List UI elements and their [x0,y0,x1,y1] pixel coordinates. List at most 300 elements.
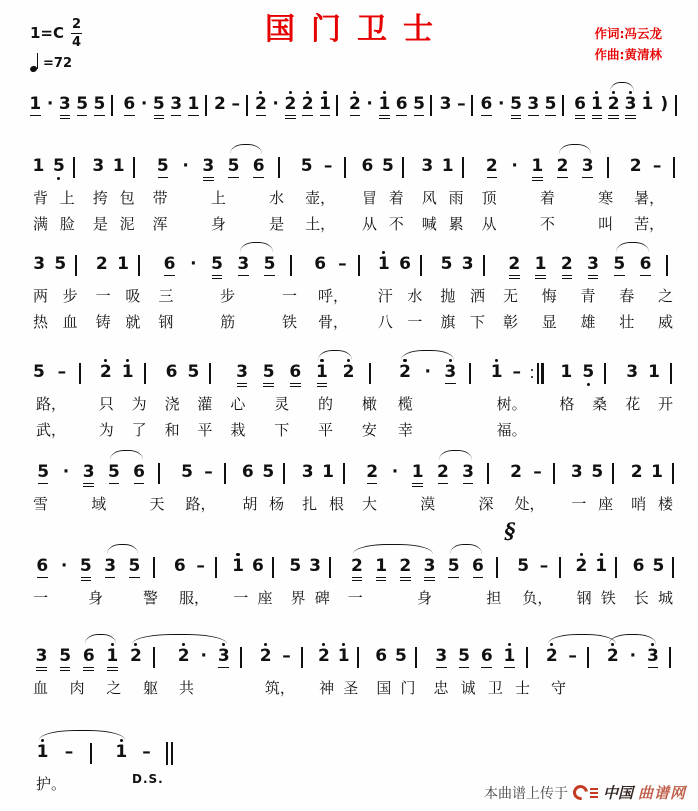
eighth-underline [263,383,274,385]
underline-slot [238,273,249,282]
underline-slot [215,113,226,122]
note-token: 3 [435,640,447,674]
lyric-syllable: 之 [106,678,122,697]
underline-slot [498,113,504,122]
lyric-syllable: 座 [257,588,273,607]
lyric-syllable: 冒 [361,188,377,207]
underline-slot [537,575,551,584]
measure-notes [616,356,682,390]
underline-slot [627,381,638,390]
measure-notes [413,150,473,184]
lyric-syllable: 着 [539,188,555,207]
note-token: 1 [106,640,118,674]
lyric-syllable: 上 [59,188,75,207]
underline-slot [34,273,45,282]
barline [224,463,226,484]
underline-slot [201,665,207,674]
measure-notes [344,88,438,122]
eighth-underline [290,386,301,388]
underline-slot [105,575,116,584]
tempo-marking [30,52,72,71]
eighth-underline [352,577,363,579]
measure [353,456,503,516]
lyric-syllable: 三 [158,286,174,305]
lyric-row [622,184,682,210]
barline [153,647,155,668]
note-token: 6 [166,356,178,390]
barline [587,647,589,668]
lyric-syllable: 格 [559,394,575,413]
lyric-syllable: 风 [421,188,437,207]
underline-slot [33,175,44,184]
augmentation-dot: · [391,456,398,490]
note-token: 3 [236,356,248,390]
note-token: 5 [211,248,223,282]
note-token: 2 [100,356,112,390]
lyric-row [174,490,234,516]
measure [569,88,682,122]
note-token: 5 [228,150,240,184]
lyric-row [473,210,623,236]
lyric-syllable: 彰 [503,312,519,331]
eighth-underline [562,275,573,277]
underline-slot [60,665,71,674]
measure [494,248,682,334]
underline-slot [34,381,45,390]
note-token: 3 [439,88,451,122]
lyric-syllable: 雄 [580,312,596,331]
underline-slot [557,175,568,184]
lyric-syllable: 开 [657,394,673,413]
underline-slot [511,481,522,490]
underline-slot [454,113,468,122]
lyric-row [369,282,432,308]
underline-slot [473,575,484,584]
eighth-underline [83,670,94,672]
underline-slot [37,761,48,770]
underline-slot [442,175,453,184]
music-system [24,150,682,236]
measure [224,550,281,610]
lyric-syllable: 是 [269,214,285,233]
lyric-syllable: 天 [149,494,165,513]
lyric-syllable: 忠 [433,678,449,697]
note-token: 1 [187,88,199,122]
lyric-syllable: 悔 [541,286,557,305]
lyric-syllable: 脸 [59,214,75,233]
measure-notes [118,88,212,122]
note-token: 1 [122,356,134,390]
lyric-syllable: 心 [230,394,246,413]
eighth-underline [352,580,363,582]
lyric-syllable: 为 [98,420,114,439]
underline-slot [640,273,651,282]
measure-notes [568,550,625,584]
lyric-syllable: 守 [550,678,566,697]
lyric-row [550,416,616,442]
underline-slot [60,113,71,122]
underline-slot [30,113,41,122]
underline-slot [561,381,572,390]
lyric-syllable: 平 [197,420,213,439]
lyric-syllable: 了 [131,420,147,439]
note-token: 3 [582,150,594,184]
underline-slot [237,381,248,390]
lyric-syllable: 就 [125,312,141,331]
barline [604,363,606,384]
note-token: 1 [595,550,607,584]
eighth-underline [509,275,520,277]
note-token: 2 [178,640,190,674]
measure-notes [253,640,310,674]
eighth-underline [60,118,71,120]
lyric-row [144,210,294,236]
underline-slot [141,113,147,122]
eighth-underline [376,577,387,579]
eighth-underline [376,580,387,582]
note-token: 5 [413,88,425,122]
lyric-syllable: 从 [361,214,377,233]
eighth-underline [504,667,515,669]
measure [250,88,344,122]
barline [73,157,75,178]
measure [550,356,616,442]
underline-slot [528,113,539,122]
lyric-syllable: 胡 [242,494,258,513]
note-token: 2 [508,248,520,282]
barline [90,743,92,764]
dash-note: – [228,88,244,122]
underline-slot [263,481,274,490]
lyric-row [386,390,485,416]
barline [559,557,561,578]
upload-note-text: 本曲谱上传于 [483,785,568,802]
note-token: 3 [170,88,182,122]
measure [24,88,118,122]
note-token: 2 [214,88,226,122]
underline-slot [412,481,423,490]
underline-slot [134,481,145,490]
underline-slot [233,575,244,584]
eighth-underline [60,667,71,669]
lyric-syllable: 水 [407,286,423,305]
underline-slot [190,273,196,282]
eighth-underline [608,118,619,120]
measure [596,640,682,700]
underline-slot [203,175,214,184]
measure-notes [562,456,622,490]
eighth-underline [625,118,636,120]
barline [272,557,274,578]
underline-slot [229,113,243,122]
augmentation-dot: · [424,356,431,390]
underline-slot [518,575,529,584]
eighth-underline [154,115,165,117]
lyric-syllable: 福。 [496,420,527,439]
barline [240,647,242,668]
underline-slot [459,665,470,674]
eighth-underline [592,118,603,120]
measure [339,550,511,610]
lyric-syllable: 暑， [634,188,665,207]
lyric-row [503,490,563,516]
eighth-underline [459,667,470,669]
eighth-underline [438,483,449,485]
measure [539,640,596,700]
lyric-syllable: 扎 [302,494,318,513]
underline-slot [320,113,331,122]
measure [510,550,567,610]
note-token: 3 [571,456,583,490]
measure [413,150,473,236]
dash-note: – [61,736,77,770]
eighth-underline [648,667,659,669]
eighth-underline [412,483,423,485]
lyric-syllable: 春 [619,286,635,305]
underline-slot [38,481,49,490]
eighth-underline [367,483,378,485]
eighth-underline [285,118,296,120]
barline [369,363,371,384]
lyric-syllable: 杨 [269,494,285,513]
measure-notes [250,88,344,122]
barline [158,463,160,484]
underline-slot [436,665,447,674]
barline [246,95,248,116]
underline-slot [511,113,522,122]
measure [24,550,167,610]
note-token: 1 [232,550,244,584]
barline [144,363,146,384]
eighth-underline [38,483,49,485]
measure-notes [306,248,369,282]
note-token: 5 [448,550,460,584]
underline-slot [633,575,644,584]
augmentation-dot: · [498,88,505,122]
eighth-underline [290,383,301,385]
note-token: 6 [480,88,492,122]
underline-slot [607,665,618,674]
note-token: 2 [399,356,411,390]
song-title: 国门卫士 [265,12,449,47]
note-token: 1 [375,550,387,584]
note-token: 3 [626,356,638,390]
underline-slot [392,481,398,490]
note-token: 1 [115,736,127,770]
repeat-dots [531,369,534,379]
lyric-syllable: 和 [164,420,180,439]
measure [144,150,294,236]
lyric-syllable: 身 [210,214,226,233]
lyric-syllable: 一 [347,588,363,607]
measure-notes [485,356,551,390]
eighth-underline [81,577,92,579]
eighth-underline [424,577,435,579]
measure-notes [473,150,623,184]
barline [526,647,528,668]
eighth-underline [608,115,619,117]
barline [607,157,609,178]
eighth-underline [562,278,573,280]
eighth-underline [640,275,651,277]
underline-slot [376,575,387,584]
barline [420,255,422,276]
lyric-row [293,490,353,516]
underline-slot [290,381,301,390]
underline-slot [256,113,267,122]
lyric-syllable: 为 [131,394,147,413]
measure [616,356,682,442]
eighth-underline [481,115,492,117]
eighth-underline [557,177,568,179]
lyric-row [413,184,473,210]
note-token: 3 [59,88,71,122]
underline-slot [592,481,603,490]
lyric-syllable: 是 [92,214,108,233]
barline [344,157,346,178]
note-token: 6 [481,640,493,674]
measure-notes [224,550,281,584]
measure-notes [369,248,432,282]
lyric-syllable: 壶， [305,188,336,207]
lyric-row [144,184,294,210]
eighth-underline [582,177,593,179]
lyric-syllable: 青 [580,286,596,305]
lyric-row [293,210,353,236]
underline-slot [396,113,407,122]
lyric-row [353,490,503,516]
lyric-syllable: 平 [318,420,334,439]
underline-slot [592,113,603,122]
barline [615,557,617,578]
measure-notes [24,88,118,122]
lyric-syllable: 包 [119,188,135,207]
note-token: 2 [607,640,619,674]
lyric-syllable: 界 [290,588,306,607]
note-token: 1 [531,150,543,184]
measure-notes [221,356,386,390]
dash-note: – [536,550,552,584]
lyric-syllable: 路， [185,494,216,513]
eighth-underline [445,383,456,385]
measure [156,356,222,442]
underline-slot [290,575,301,584]
lyric-syllable: 泥 [119,214,135,233]
note-token: 6 [123,88,135,122]
logo-crescent [570,782,591,803]
underline-slot [376,665,387,674]
lyric-syllable: 护。 [36,774,67,793]
lyric-syllable: 门 [400,678,416,697]
note-token: 6 [174,550,186,584]
measure-notes [539,640,596,674]
underline-slot [113,175,124,184]
lyric-syllable: 武， [36,420,67,439]
lyric-row [510,584,567,610]
underline-slot [462,273,473,282]
barline [79,363,81,384]
eighth-underline [592,115,603,117]
note-token: 2 [130,640,142,674]
barline [358,255,360,276]
note-token: 5 [510,88,522,122]
credits [595,24,663,65]
lyric-syllable: 栽 [230,420,246,439]
lyric-syllable: 服， [179,588,210,607]
lyric-syllable: 处， [514,494,545,513]
note-token: 2 [349,88,361,122]
underline-slot [424,575,435,584]
measure [24,640,167,700]
lyric-syllable: 神 [319,678,335,697]
underline-slot [649,381,660,390]
note-token: 3 [587,248,599,282]
eighth-underline [400,577,411,579]
underline-slot [83,481,94,490]
measure-notes [24,150,84,184]
underline-slot [562,273,573,282]
lyric-syllable: 两 [33,286,49,305]
underline-slot [321,175,335,184]
barline [153,557,155,578]
lyric-row [84,210,144,236]
note-token: 1 [113,150,125,184]
lyric-syllable: 共 [179,678,195,697]
augmentation-dot: · [62,456,69,490]
lyric-row [431,282,494,308]
eighth-underline [81,580,92,582]
underline-slot [54,175,65,184]
eighth-underline [320,115,331,117]
underline-slot [343,381,354,390]
barline [329,557,331,578]
eighth-underline [203,180,214,182]
composer-credit: 作曲:黄清林 [594,46,662,62]
note-token: 5 [262,456,274,490]
lyric-syllable: 根 [328,494,344,513]
barline [483,255,485,276]
measure-notes [24,736,104,770]
measure [90,356,156,442]
barline [487,463,489,484]
lyric-syllable: 汗 [377,286,393,305]
eighth-underline [588,275,599,277]
measure [233,456,293,516]
eighth-underline [237,383,248,385]
note-token: 1 [338,640,350,674]
underline-slot [158,175,169,184]
eighth-underline [535,278,546,280]
underline-slot [545,113,556,122]
dash-note: – [509,356,525,390]
measure [386,356,485,442]
barline [343,463,345,484]
lyric-syllable: 国 [376,678,392,697]
time-top: 2 [71,17,82,32]
eighth-underline [414,115,425,117]
measure-notes [353,150,413,184]
underline-slot [659,113,670,122]
note-token: 1 [503,640,515,674]
measure-notes [156,356,222,390]
lyric-row [353,184,413,210]
measure-notes [622,456,682,490]
underline-slot [642,113,653,122]
lyric-syllable: 榄 [397,394,413,413]
eighth-underline [107,667,118,669]
octave-dot-low [57,177,60,180]
lyric-syllable: 钢 [158,312,174,331]
